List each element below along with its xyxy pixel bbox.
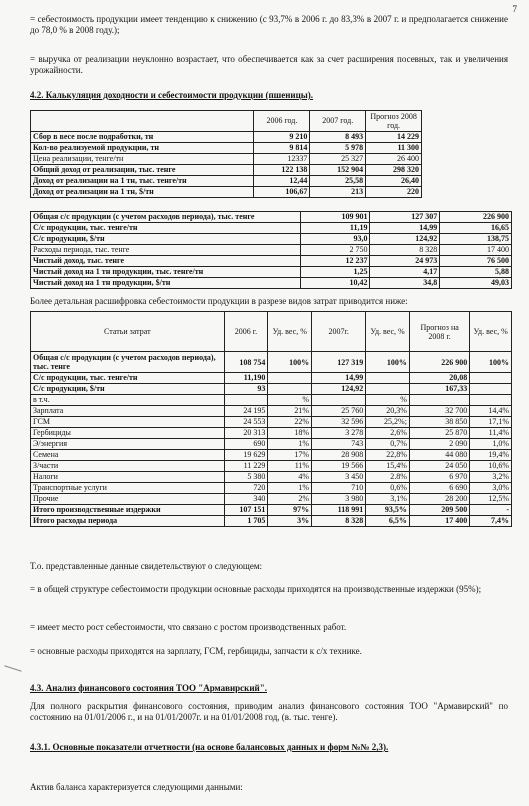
row-value: 25 870 (409, 428, 469, 439)
t1-header-blank (31, 111, 254, 132)
row-value: 12 237 (300, 256, 370, 267)
row-value: 106,67 (254, 187, 310, 198)
row-label: Кол-во реализуемой продукции, тн (31, 143, 254, 154)
row-value: 1,25 (300, 267, 370, 278)
row-value: 127 319 (312, 352, 366, 373)
row-value: 26,40 (366, 176, 422, 187)
row-label: Расходы периода, тыс. тенге (31, 245, 301, 256)
t2-header-2: Уд. вес, % (268, 312, 312, 352)
table-row (31, 165, 422, 176)
row-value (470, 395, 512, 406)
table-row (31, 143, 422, 154)
row-value: 6 690 (409, 483, 469, 494)
row-value: 10,6% (470, 461, 512, 472)
row-value: 24 050 (409, 461, 469, 472)
row-value: 3 450 (312, 472, 366, 483)
row-label: Транспортные услуги (31, 483, 225, 494)
row-value: 1% (268, 439, 312, 450)
table-row (31, 395, 512, 406)
row-value: 2.8% (366, 472, 410, 483)
row-value: 76 500 (440, 256, 512, 267)
row-value: 6,5% (366, 516, 410, 527)
paragraph-main-expenses: = основные расходы приходятся на зарплату, ГСМ, гербициды, запчасти к с/х технике. (30, 646, 362, 656)
table-row (31, 154, 422, 165)
row-value: 152 904 (310, 165, 366, 176)
row-value: 2 090 (409, 439, 469, 450)
row-value: 12,44 (254, 176, 310, 187)
row-label: Чистый доход на 1 тн продукции, тыс. тенге/тн (31, 267, 301, 278)
row-value: 213 (310, 187, 366, 198)
table-row (31, 505, 512, 516)
row-value: 14 229 (366, 132, 422, 143)
t1-header-2007: 2007 год. (310, 111, 366, 132)
row-value: 24 973 (370, 256, 440, 267)
table-row (31, 267, 512, 278)
row-value: 26 400 (366, 154, 422, 165)
row-value: 2 750 (300, 245, 370, 256)
row-value: 710 (312, 483, 366, 494)
row-value: 7,4% (470, 516, 512, 527)
row-label: С/с продукции, $/тн (31, 384, 225, 395)
row-value: 11 300 (366, 143, 422, 154)
cost-net-income-table (30, 211, 512, 289)
table-row (31, 278, 512, 289)
t2-rows (31, 352, 512, 527)
row-value: 25 327 (310, 154, 366, 165)
row-value: 28 908 (312, 450, 366, 461)
row-value: 118 991 (312, 505, 366, 516)
row-label: Зарплата (31, 406, 225, 417)
row-value: % (366, 395, 410, 406)
table-row (31, 516, 512, 527)
row-label: Гербициды (31, 428, 225, 439)
row-label: Итого расходы периода (31, 516, 225, 527)
heading-4-3-1: 4.3.1. Основные показатели отчетности (на основе балансовых данных и форм №№ 2,3). (30, 742, 389, 752)
row-value: 100% (268, 352, 312, 373)
row-value (268, 373, 312, 384)
row-value: 3 980 (312, 494, 366, 505)
row-value (409, 395, 469, 406)
table-row (31, 406, 512, 417)
row-value: 14,99 (312, 373, 366, 384)
heading-4-2: 4.2. Калькуляция доходности и себестоимости продукции (пшеницы). (30, 90, 314, 100)
t2-header-0: Статьи затрат (31, 312, 225, 352)
row-value: 3,1% (366, 494, 410, 505)
row-value: 12337 (254, 154, 310, 165)
row-value: 122 138 (254, 165, 310, 176)
row-value: 1 705 (224, 516, 268, 527)
row-label: Чистый доход на 1 тн продукции, $/тн (31, 278, 301, 289)
table-row (31, 223, 512, 234)
row-value: - (470, 505, 512, 516)
row-value: 0,6% (366, 483, 410, 494)
table-row (31, 428, 512, 439)
row-value: 44 080 (409, 450, 469, 461)
t2-header-3: 2007г. (312, 312, 366, 352)
row-value: 11,190 (224, 373, 268, 384)
page-number: 7 (512, 4, 517, 14)
table-row (31, 212, 512, 223)
row-value: 17 400 (409, 516, 469, 527)
row-value: 2% (268, 494, 312, 505)
row-value: 11 229 (224, 461, 268, 472)
row-value: 12,5% (470, 494, 512, 505)
row-value: 340 (224, 494, 268, 505)
row-value: 19 629 (224, 450, 268, 461)
row-value: 22% (268, 417, 312, 428)
row-value: 25,2%; (366, 417, 410, 428)
row-label: в т.ч. (31, 395, 225, 406)
row-value: 107 151 (224, 505, 268, 516)
row-label: С/с продукции, тыс. тенге/тн (31, 373, 225, 384)
row-value: 1,0% (470, 439, 512, 450)
row-value (366, 384, 410, 395)
row-value: 19,4% (470, 450, 512, 461)
table-row (31, 461, 512, 472)
row-label: Доход от реализации на 1 тн, тыс. тенге/тн (31, 176, 254, 187)
row-value (312, 395, 366, 406)
row-value: 9 210 (254, 132, 310, 143)
row-value: 19 566 (312, 461, 366, 472)
row-value: 18% (268, 428, 312, 439)
t2-header-4: Уд. вес, % (366, 312, 410, 352)
table-row (31, 132, 422, 143)
row-value: 32 700 (409, 406, 469, 417)
t2-header-6: Уд. вес, % (470, 312, 512, 352)
t1-cost-rows (31, 212, 512, 289)
row-value: 109 901 (300, 212, 370, 223)
t2-header-5: Прогноз на 2008 г. (409, 312, 469, 352)
row-label: Итого производственные издержки (31, 505, 225, 516)
row-value: 2,6% (366, 428, 410, 439)
pen-scratch (4, 665, 21, 672)
row-value: 25 760 (312, 406, 366, 417)
row-value: 32 596 (312, 417, 366, 428)
row-value: 209 500 (409, 505, 469, 516)
row-label: З/части (31, 461, 225, 472)
table-row (31, 494, 512, 505)
row-label: ГСМ (31, 417, 225, 428)
row-label: Доход от реализации на 1 тн, $/тн (31, 187, 254, 198)
paragraph-cost-rise: = имеет место рост себестоимости, что связано с ростом производственных работ. (30, 622, 347, 632)
row-value: 38 850 (409, 417, 469, 428)
row-value: 11% (268, 461, 312, 472)
row-value: 49,03 (440, 278, 512, 289)
row-value: 17 400 (440, 245, 512, 256)
table-row (31, 187, 422, 198)
row-label: С/с продукции, тыс. тенге/тн (31, 223, 301, 234)
row-value: 167,33 (409, 384, 469, 395)
row-label: Чистый доход, тыс. тенге (31, 256, 301, 267)
row-value: 8 493 (310, 132, 366, 143)
paragraph-revenue-growth: = выручка от реализации неуклонно возрастает, что обеспечивается как за счет расширения посевных, так и увеличения урожайности. (30, 54, 508, 75)
row-value: 8 328 (370, 245, 440, 256)
cost-structure-table (30, 311, 512, 527)
table-row (31, 450, 512, 461)
row-value (470, 384, 512, 395)
row-value: 10,42 (300, 278, 370, 289)
table-row (31, 472, 512, 483)
row-value: 690 (224, 439, 268, 450)
row-value: 24 553 (224, 417, 268, 428)
table-row (31, 245, 512, 256)
row-value: 6 970 (409, 472, 469, 483)
paragraph-cost-trend: = себестоимость продукции имеет тенденцию к снижению (с 93,7% в 2006 г. до 83,3% в 2007 г. и предполагается снижение до 78,0 % в 2008 году.); (30, 14, 508, 35)
row-value (268, 384, 312, 395)
table-row (31, 256, 512, 267)
row-value: 226 900 (409, 352, 469, 373)
table-row (31, 439, 512, 450)
table-row (31, 373, 512, 384)
row-label: Налоги (31, 472, 225, 483)
row-value: 3 278 (312, 428, 366, 439)
row-value: 3% (268, 516, 312, 527)
row-value: 3,2% (470, 472, 512, 483)
row-value: 97% (268, 505, 312, 516)
row-value: 28 200 (409, 494, 469, 505)
row-value: 93,0 (300, 234, 370, 245)
row-value: 11,4% (470, 428, 512, 439)
profitability-table (30, 110, 422, 198)
paragraph-assets: Актив баланса характеризуется следующими данными: (30, 782, 243, 792)
row-value: 20,3% (366, 406, 410, 417)
row-value: 24 195 (224, 406, 268, 417)
row-label: Общий доход от реализации, тыс. тенге (31, 165, 254, 176)
table-row (31, 176, 422, 187)
paragraph-financial-analysis: Для полного раскрытия финансового состояния, приводим анализ финансового состояния ТОО "Армавирский" по состоянию на 01/01/2006 г., и на 01/01/2007г. и на 01/01/2008 год, (в. тыс. тенге). (30, 701, 508, 722)
t1-header-2008: Прогноз 2008 год. (366, 111, 422, 132)
row-value (224, 395, 268, 406)
row-value: 1% (268, 483, 312, 494)
table-row (31, 483, 512, 494)
row-value: 220 (366, 187, 422, 198)
row-value: 14,99 (370, 223, 440, 234)
row-label: Э/энергия (31, 439, 225, 450)
row-label: Сбор в весе после подработки, тн (31, 132, 254, 143)
row-value: 20 313 (224, 428, 268, 439)
row-value: 16,65 (440, 223, 512, 234)
table-row (31, 234, 512, 245)
row-value (470, 373, 512, 384)
row-value: 5 978 (310, 143, 366, 154)
row-value: 11,19 (300, 223, 370, 234)
row-value: 124,92 (370, 234, 440, 245)
row-value: 720 (224, 483, 268, 494)
row-label: Прочие (31, 494, 225, 505)
heading-4-3: 4.3. Анализ финансового состояния ТОО "Армавирский". (30, 683, 267, 693)
row-value: 108 754 (224, 352, 268, 373)
row-value: 15,4% (366, 461, 410, 472)
row-value: 34,8 (370, 278, 440, 289)
row-value: 138,75 (440, 234, 512, 245)
row-label: Общая с/с продукции (с учетом расходов периода), тыс. тенге (31, 352, 225, 373)
table-row (31, 417, 512, 428)
row-value: 25,58 (310, 176, 366, 187)
row-value: 8 328 (312, 516, 366, 527)
row-value: 226 900 (440, 212, 512, 223)
paragraph-production-costs: = в общей структуре себестоимости продукции основные расходы приходятся на производственные издержки (95%); (30, 584, 482, 594)
paragraph-cost-breakdown-intro: Более детальная расшифровка себестоимости продукции в разрезе видов затрат приводится ниже: (30, 296, 408, 306)
row-value: 17,1% (470, 417, 512, 428)
row-value: 743 (312, 439, 366, 450)
row-value: 100% (366, 352, 410, 373)
row-label: Общая с/с продукции (с учетом расходов периода), тыс. тенге (31, 212, 301, 223)
row-value: 3,0% (470, 483, 512, 494)
row-value: 93,5% (366, 505, 410, 516)
t2-header-1: 2006 г. (224, 312, 268, 352)
row-value: 124,92 (312, 384, 366, 395)
row-value: 93 (224, 384, 268, 395)
row-label: Цена реализации, тенге/тн (31, 154, 254, 165)
row-value: % (268, 395, 312, 406)
row-value: 9 814 (254, 143, 310, 154)
paragraph-conclusions-intro: Т.о. представленные данные свидетельствуют о следующем: (30, 561, 263, 571)
row-value: 0,7% (366, 439, 410, 450)
t1-header-2006: 2006 год. (254, 111, 310, 132)
row-value: 20,08 (409, 373, 469, 384)
row-value: 5,88 (440, 267, 512, 278)
t1-revenue-rows (31, 132, 422, 198)
row-value: 127 307 (370, 212, 440, 223)
table-row (31, 384, 512, 395)
row-value: 17% (268, 450, 312, 461)
row-value: 4% (268, 472, 312, 483)
row-value: 298 320 (366, 165, 422, 176)
row-value: 14,4% (470, 406, 512, 417)
row-value: 21% (268, 406, 312, 417)
row-label: Семена (31, 450, 225, 461)
table-row (31, 352, 512, 373)
row-value: 100% (470, 352, 512, 373)
row-value: 5 380 (224, 472, 268, 483)
row-value: 22,8% (366, 450, 410, 461)
row-value: 4,17 (370, 267, 440, 278)
row-label: С/с продукции, $/тн (31, 234, 301, 245)
row-value (366, 373, 410, 384)
